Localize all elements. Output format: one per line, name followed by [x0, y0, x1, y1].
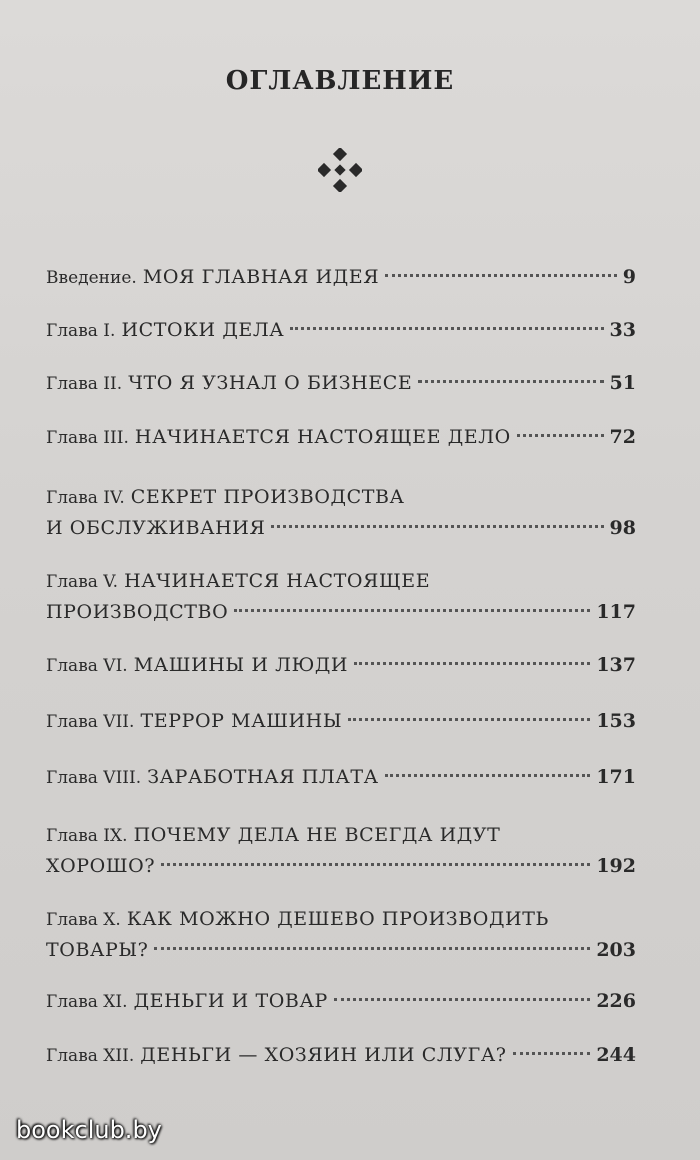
dot-leader: [385, 774, 591, 777]
dot-leader: [348, 718, 590, 721]
chapter-title: КАК МОЖНО ДЕШЕВО ПРОИЗВОДИТЬ: [126, 908, 549, 930]
chapter-prefix: Глава XII.: [46, 1046, 135, 1066]
toc-entry[interactable]: [46, 1040, 636, 1071]
chapter-title: МОЯ ГЛАВНАЯ ИДЕЯ: [142, 266, 380, 288]
chapter-prefix: Введение.: [46, 268, 137, 288]
diamond-ornament-icon: [318, 148, 362, 192]
toc-entry[interactable]: [46, 762, 636, 793]
dot-leader: [418, 380, 603, 383]
page-number: 244: [596, 1044, 636, 1066]
watermark: bookclub.by: [16, 1116, 162, 1144]
chapter-prefix: Глава VIII.: [46, 768, 142, 788]
chapter-prefix: Глава III.: [46, 428, 129, 448]
dot-leader: [234, 609, 590, 612]
chapter-prefix: Глава IV.: [46, 488, 125, 508]
chapter-prefix: Глава IX.: [46, 826, 128, 846]
page-number: 226: [596, 990, 636, 1012]
dot-leader: [385, 274, 617, 277]
chapter-title-continued: ПРОИЗВОДСТВО: [46, 601, 229, 623]
chapter-title-continued: ХОРОШО?: [46, 855, 156, 877]
page-number: 9: [622, 266, 636, 288]
chapter-prefix: Глава II.: [46, 374, 123, 394]
page-number: 33: [609, 319, 636, 341]
page-title: ОГЛАВЛЕНИЕ: [225, 66, 455, 96]
page-number: 72: [609, 426, 636, 448]
dot-leader: [334, 998, 590, 1001]
toc-entry[interactable]: [46, 368, 636, 399]
chapter-title: МАШИНЫ И ЛЮДИ: [133, 654, 349, 676]
chapter-title: СЕКРЕТ ПРОИЗВОДСТВА: [130, 486, 405, 508]
chapter-title: ДЕНЬГИ — ХОЗЯИН ИЛИ СЛУГА?: [140, 1044, 507, 1066]
chapter-prefix: Глава XI.: [46, 992, 128, 1012]
chapter-title: ДЕНЬГИ И ТОВАР: [133, 990, 328, 1012]
toc-entry[interactable]: [46, 904, 636, 965]
dot-leader: [161, 863, 590, 866]
chapter-title-continued: И ОБСЛУЖИВАНИЯ: [46, 517, 266, 539]
dot-leader: [517, 434, 604, 437]
toc-entry[interactable]: [46, 986, 636, 1017]
chapter-title: ЗАРАБОТНАЯ ПЛАТА: [147, 766, 379, 788]
chapter-prefix: Глава I.: [46, 321, 116, 341]
dot-leader: [290, 327, 603, 330]
dot-leader: [154, 947, 590, 950]
page-number: 203: [596, 939, 636, 961]
toc-entry[interactable]: [46, 262, 636, 293]
chapter-prefix: Глава VI.: [46, 656, 128, 676]
toc-entry[interactable]: [46, 706, 636, 737]
toc-entry[interactable]: [46, 482, 636, 543]
page-number: 117: [596, 601, 636, 623]
chapter-title-continued: ТОВАРЫ?: [46, 939, 149, 961]
dot-leader: [513, 1052, 591, 1055]
toc-entry[interactable]: [46, 650, 636, 681]
page-number: 171: [596, 766, 636, 788]
toc-entry[interactable]: [46, 422, 636, 453]
chapter-prefix: Глава VII.: [46, 712, 135, 732]
toc-entry[interactable]: [46, 820, 636, 881]
page-number: 137: [596, 654, 636, 676]
page-number: 98: [609, 517, 636, 539]
page-number: 51: [609, 372, 636, 394]
chapter-title: НАЧИНАЕТСЯ НАСТОЯЩЕЕ: [124, 570, 431, 592]
dot-leader: [271, 525, 603, 528]
chapter-prefix: Глава X.: [46, 910, 121, 930]
chapter-title: ЧТО Я УЗНАЛ О БИЗНЕСЕ: [128, 372, 413, 394]
chapter-title: ТЕРРОР МАШИНЫ: [140, 710, 343, 732]
chapter-title: ИСТОКИ ДЕЛА: [121, 319, 285, 341]
page-number: 153: [596, 710, 636, 732]
chapter-title: ПОЧЕМУ ДЕЛА НЕ ВСЕГДА ИДУТ: [133, 824, 501, 846]
chapter-prefix: Глава V.: [46, 572, 119, 592]
toc-entry[interactable]: [46, 566, 636, 627]
dot-leader: [354, 662, 590, 665]
page-number: 192: [596, 855, 636, 877]
chapter-title: НАЧИНАЕТСЯ НАСТОЯЩЕЕ ДЕЛО: [134, 426, 511, 448]
toc-entry[interactable]: [46, 315, 636, 346]
